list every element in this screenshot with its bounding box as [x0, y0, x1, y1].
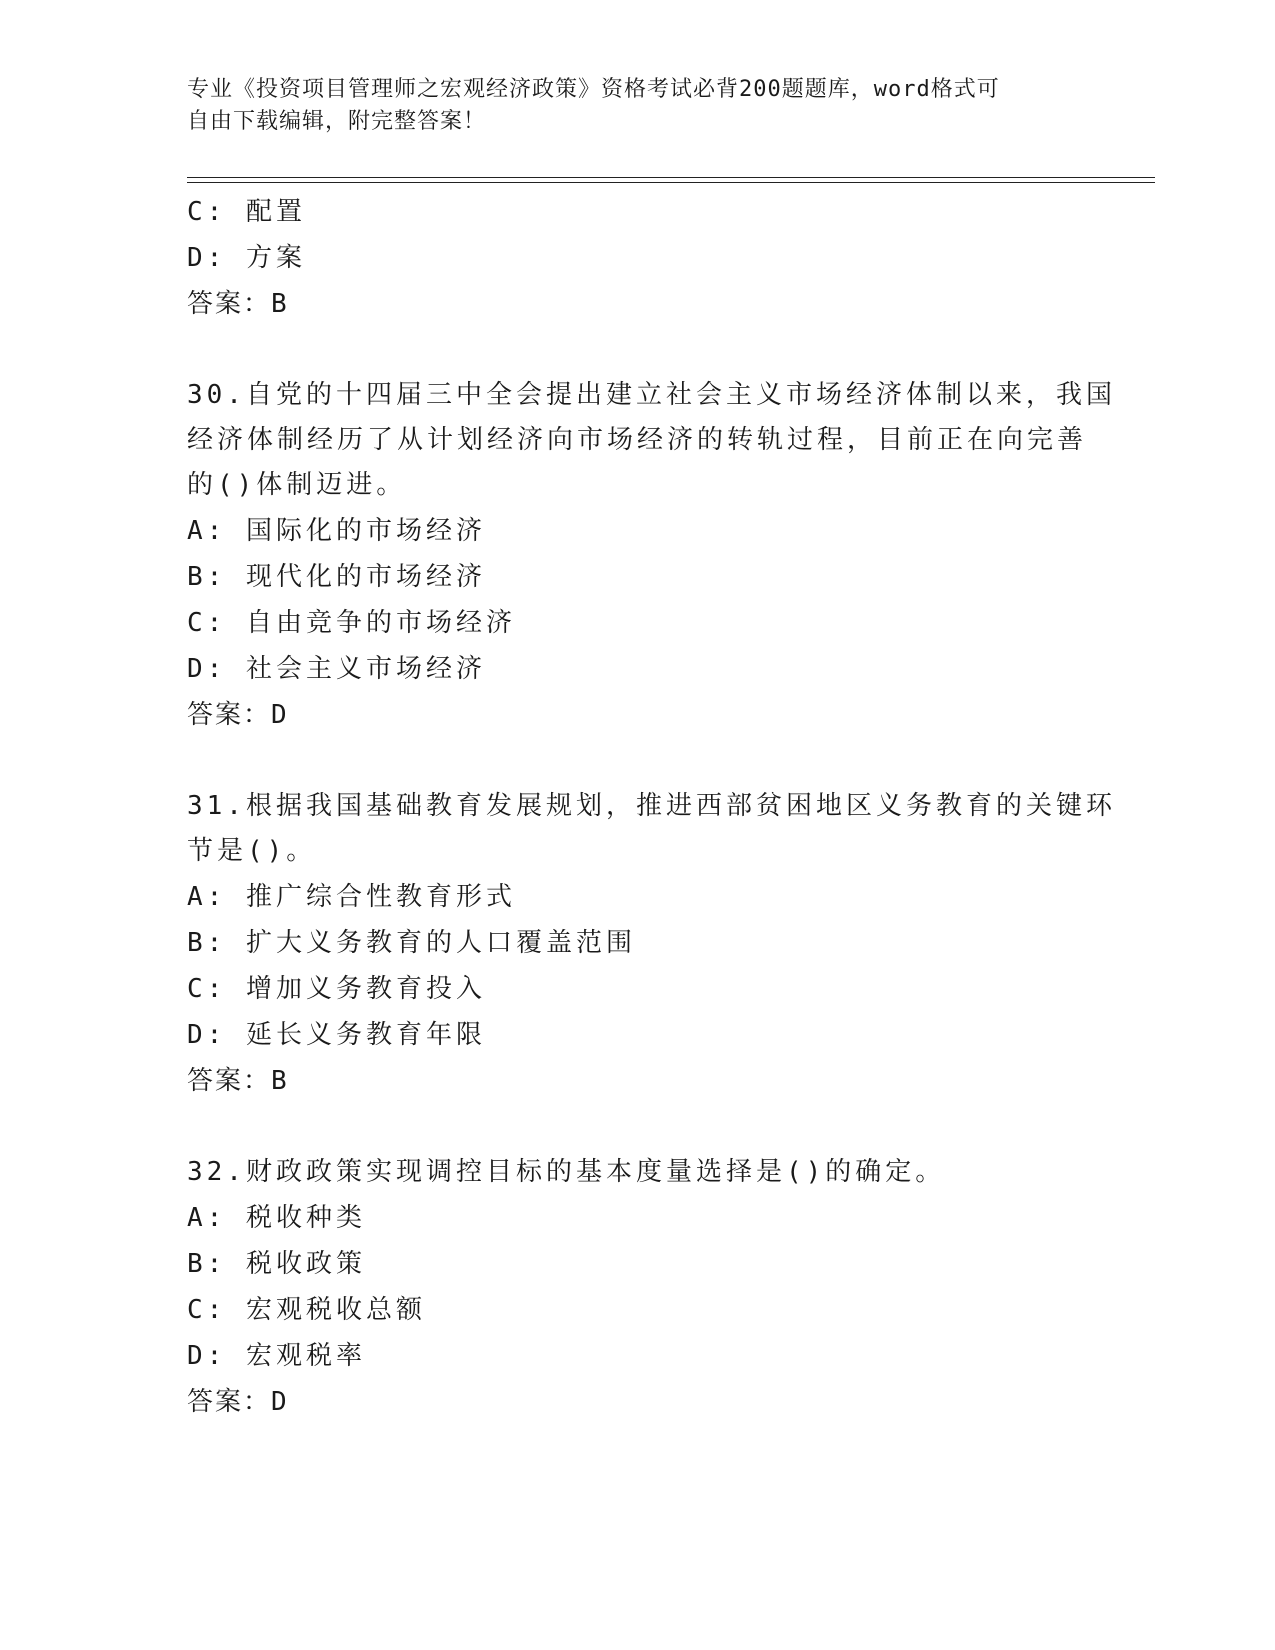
option-c: C: 配置: [187, 197, 306, 227]
answer-line: 答案：D: [187, 700, 289, 730]
option-c: C: 宏观税收总额: [187, 1295, 426, 1325]
question-stem-line: 31.根据我国基础教育发展规划，推进西部贫困地区义务教育的关键环: [187, 791, 1116, 821]
question-stem-line: 30.自党的十四届三中全会提出建立社会主义市场经济体制以来，我国: [187, 380, 1116, 410]
spacer: [187, 1104, 1087, 1150]
question-block-30: [187, 373, 1116, 738]
answer-line: 答案：B: [187, 289, 289, 319]
header-line-2: 自由下载编辑，附完整答案！: [187, 109, 487, 134]
document-body: [187, 189, 1116, 1425]
spacer: [187, 738, 1087, 784]
question-block-32: [187, 1150, 1087, 1425]
option-b: B: 现代化的市场经济: [187, 562, 486, 592]
option-d: D: 宏观税率: [187, 1341, 366, 1371]
question-stem-line: 的()体制迈进。: [187, 470, 407, 500]
header-divider-top: [187, 177, 1155, 178]
question-stem-line: 经济体制经历了从计划经济向市场经济的转轨过程，目前正在向完善: [187, 425, 1088, 455]
option-a: A: 推广综合性教育形式: [187, 882, 516, 912]
answer-line: 答案：D: [187, 1387, 289, 1417]
previous-question-block: [187, 189, 1087, 327]
document-header: [187, 74, 1067, 138]
question-block-31: [187, 784, 1116, 1104]
option-c: C: 增加义务教育投入: [187, 974, 486, 1004]
spacer: [187, 327, 1087, 373]
question-stem-line: 32.财政政策实现调控目标的基本度量选择是()的确定。: [187, 1157, 946, 1187]
option-d: D: 方案: [187, 243, 306, 273]
answer-line: 答案：B: [187, 1066, 289, 1096]
option-b: B: 扩大义务教育的人口覆盖范围: [187, 928, 636, 958]
option-a: A: 国际化的市场经济: [187, 516, 486, 546]
option-a: A: 税收种类: [187, 1203, 366, 1233]
option-c: C: 自由竞争的市场经济: [187, 608, 516, 638]
option-d: D: 社会主义市场经济: [187, 654, 486, 684]
option-b: B: 税收政策: [187, 1249, 366, 1279]
header-divider-bottom: [187, 182, 1155, 183]
question-stem-line: 节是()。: [187, 836, 317, 866]
option-d: D: 延长义务教育年限: [187, 1020, 486, 1050]
header-line-1: 专业《投资项目管理师之宏观经济政策》资格考试必背200题题库，word格式可: [187, 77, 1000, 102]
